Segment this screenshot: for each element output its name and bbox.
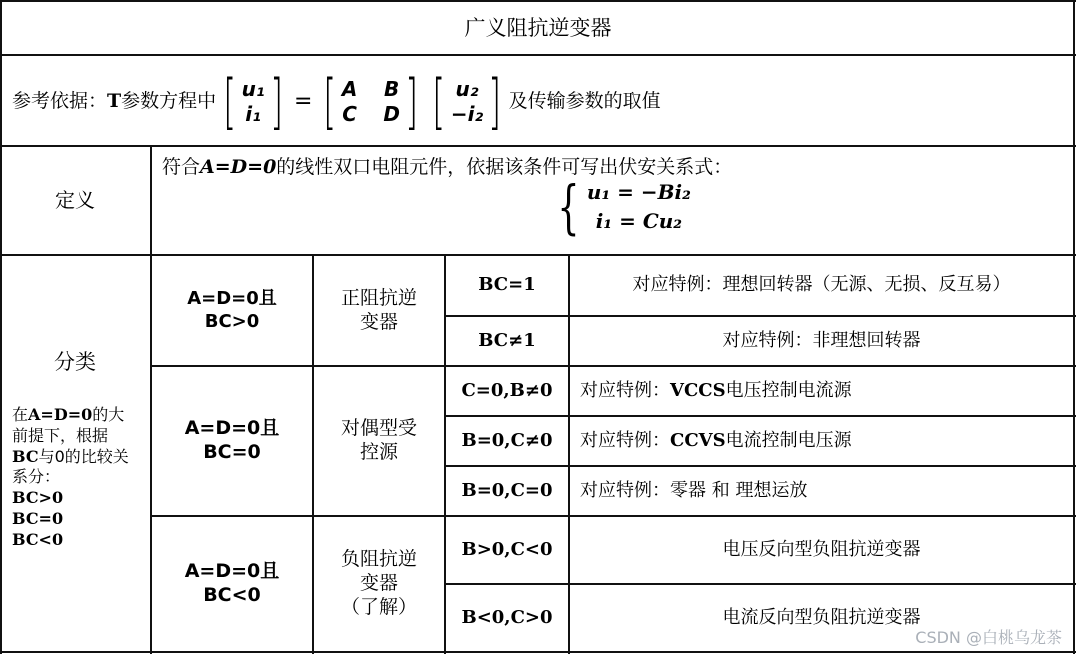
example-post: 电流控制电压源 <box>725 429 852 451</box>
watermark: CSDN @白桃乌龙茶 <box>915 628 1062 647</box>
example-pre: 对应特例： <box>580 429 670 451</box>
condition-line1: A=D=0且 <box>184 417 280 440</box>
definition-condition: A=D=0 <box>200 156 277 178</box>
type-line1: 负阻抗逆 <box>340 548 417 571</box>
note-item-bc-gt-0: BC>0 <box>12 488 64 508</box>
basis-row <box>12 62 661 142</box>
note-line3: 与0的比较关 <box>38 446 129 466</box>
example-voltage-inversion: 电压反向型负阻抗逆变器 <box>722 538 921 560</box>
note-pre: 在 <box>12 405 29 424</box>
basis-suffix: 及传输参数的取值 <box>508 90 661 113</box>
sub-condition: C=0,B≠0 <box>461 379 553 401</box>
group-condition-bc-eq-0 <box>152 367 312 515</box>
example-ideal-gyrator: 对应特例：理想回转器（无源、无损、反互易） <box>632 274 1011 296</box>
type-line3: （了解） <box>340 595 417 618</box>
classification-note <box>12 405 129 551</box>
abcd-matrix: [ A B C D ] <box>323 67 419 137</box>
note-bc: BC <box>12 446 39 466</box>
example-nonideal-gyrator: 对应特例：非理想回转器 <box>722 329 921 351</box>
table-title: 广义阻抗逆变器 <box>464 15 612 40</box>
example-pre: 对应特例： <box>580 379 670 401</box>
sub-condition: BC=1 <box>478 274 536 296</box>
note-item-bc-eq-0: BC=0 <box>12 508 64 528</box>
group-type-positive <box>314 256 444 365</box>
rhs-vector: [ u₂ −i₂ ] <box>432 67 502 137</box>
example-vccs <box>580 367 1073 415</box>
matrix-c: C <box>342 102 357 126</box>
group-type-negative <box>314 517 444 651</box>
sub-condition: B=0,C=0 <box>461 479 553 501</box>
condition-line2: BC=0 <box>203 441 261 463</box>
example-abbr: CCVS <box>670 429 726 451</box>
type-line1: 对偶型受 <box>340 417 417 440</box>
equation-2: i₁ = Cu₂ <box>595 209 683 233</box>
definition-pre: 符合 <box>162 156 201 178</box>
example-nullor: 对应特例：零器 和 理想运放 <box>580 479 808 501</box>
condition-line2: BC>0 <box>204 310 260 332</box>
rhs-neg-i2: −i₂ <box>450 102 484 126</box>
type-line2: 变器 <box>359 572 398 595</box>
sub-condition: B<0,C>0 <box>461 606 553 628</box>
condition-line1: A=D=0且 <box>184 560 280 583</box>
classification-label: 分类 <box>54 349 96 374</box>
sub-condition: B>0,C<0 <box>461 538 553 560</box>
basis-t-label: T <box>107 90 122 113</box>
definition-label: 定义 <box>55 188 95 212</box>
sub-condition: B=0,C≠0 <box>461 429 553 451</box>
example-ccvs <box>580 417 1073 465</box>
matrix-d: D <box>383 102 400 126</box>
definition-post: 的线性双口电阻元件，依据该条件可写出伏安关系式： <box>276 156 733 178</box>
basis-prefix: 参考依据： <box>12 90 108 113</box>
group-type-dual-source <box>314 367 444 515</box>
definition-text <box>162 152 732 179</box>
basis-text: 参数方程中 <box>121 90 217 113</box>
rhs-u2: u₂ <box>455 77 479 101</box>
note-condition: A=D=0 <box>28 405 93 424</box>
condition-line2: BC<0 <box>203 584 261 606</box>
condition-line1: A=D=0且 <box>187 288 277 309</box>
group-condition-bc-lt-0 <box>152 517 312 651</box>
equals-sign: = <box>294 89 313 115</box>
type-line2: 控源 <box>359 441 398 463</box>
lhs-u1: u₁ <box>241 77 265 101</box>
group-condition-bc-gt-0 <box>152 256 312 365</box>
note-post: 的大 <box>92 405 125 424</box>
example-post: 电压控制电流源 <box>725 379 852 401</box>
lhs-i1: i₁ <box>245 102 261 126</box>
note-item-bc-lt-0: BC<0 <box>12 529 64 549</box>
lhs-vector: [ u₁ i₁ ] <box>223 67 283 137</box>
type-line2: 变器 <box>359 310 398 333</box>
matrix-a: A <box>341 77 358 101</box>
matrix-b: B <box>384 77 400 101</box>
equation-1: u₁ = −Bi₂ <box>586 180 691 204</box>
example-current-inversion: 电流反向型负阻抗逆变器 <box>722 606 921 628</box>
vi-equations: { u₁ = −Bi₂ i₁ = Cu₂ <box>557 173 691 241</box>
sub-condition: BC≠1 <box>478 329 536 351</box>
type-line1: 正阻抗逆 <box>340 286 417 309</box>
note-line2: 前提下，根据 <box>12 425 109 445</box>
example-abbr: VCCS <box>670 379 726 401</box>
note-line4: 系分： <box>12 467 61 487</box>
